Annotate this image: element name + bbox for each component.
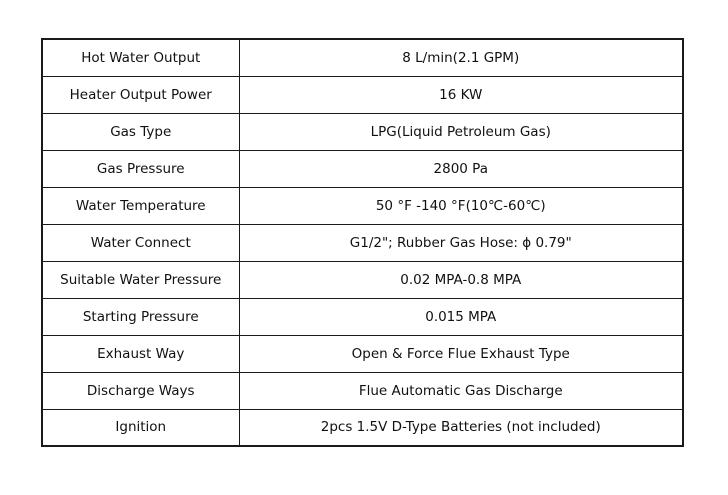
- spec-value: 2pcs 1.5V D-Type Batteries (not included): [239, 409, 683, 446]
- spec-label: Exhaust Way: [42, 335, 239, 372]
- spec-value: Flue Automatic Gas Discharge: [239, 372, 683, 409]
- spec-label: Ignition: [42, 409, 239, 446]
- spec-value: 0.015 MPA: [239, 298, 683, 335]
- spec-value: G1/2"; Rubber Gas Hose: ϕ 0.79": [239, 224, 683, 261]
- spec-value: LPG(Liquid Petroleum Gas): [239, 113, 683, 150]
- spec-value: 50 °F -140 °F(10℃-60℃): [239, 187, 683, 224]
- table-row: [42, 113, 683, 150]
- table-row: [42, 39, 683, 76]
- table-row: [42, 261, 683, 298]
- spec-value: 8 L/min(2.1 GPM): [239, 39, 683, 76]
- table-row: [42, 150, 683, 187]
- table-row: [42, 224, 683, 261]
- table-row: [42, 372, 683, 409]
- spec-value: 16 KW: [239, 76, 683, 113]
- spec-label: Water Temperature: [42, 187, 239, 224]
- spec-label: Heater Output Power: [42, 76, 239, 113]
- spec-label: Starting Pressure: [42, 298, 239, 335]
- spec-label: Water Connect: [42, 224, 239, 261]
- spec-value: 2800 Pa: [239, 150, 683, 187]
- spec-label: Gas Pressure: [42, 150, 239, 187]
- table-row: [42, 409, 683, 446]
- spec-value: Open & Force Flue Exhaust Type: [239, 335, 683, 372]
- spec-label: Suitable Water Pressure: [42, 261, 239, 298]
- spec-label: Gas Type: [42, 113, 239, 150]
- spec-label: Hot Water Output: [42, 39, 239, 76]
- spec-table: [41, 38, 684, 447]
- spec-value: 0.02 MPA-0.8 MPA: [239, 261, 683, 298]
- spec-label: Discharge Ways: [42, 372, 239, 409]
- table-row: [42, 298, 683, 335]
- table-row: [42, 76, 683, 113]
- table-row: [42, 187, 683, 224]
- table-row: [42, 335, 683, 372]
